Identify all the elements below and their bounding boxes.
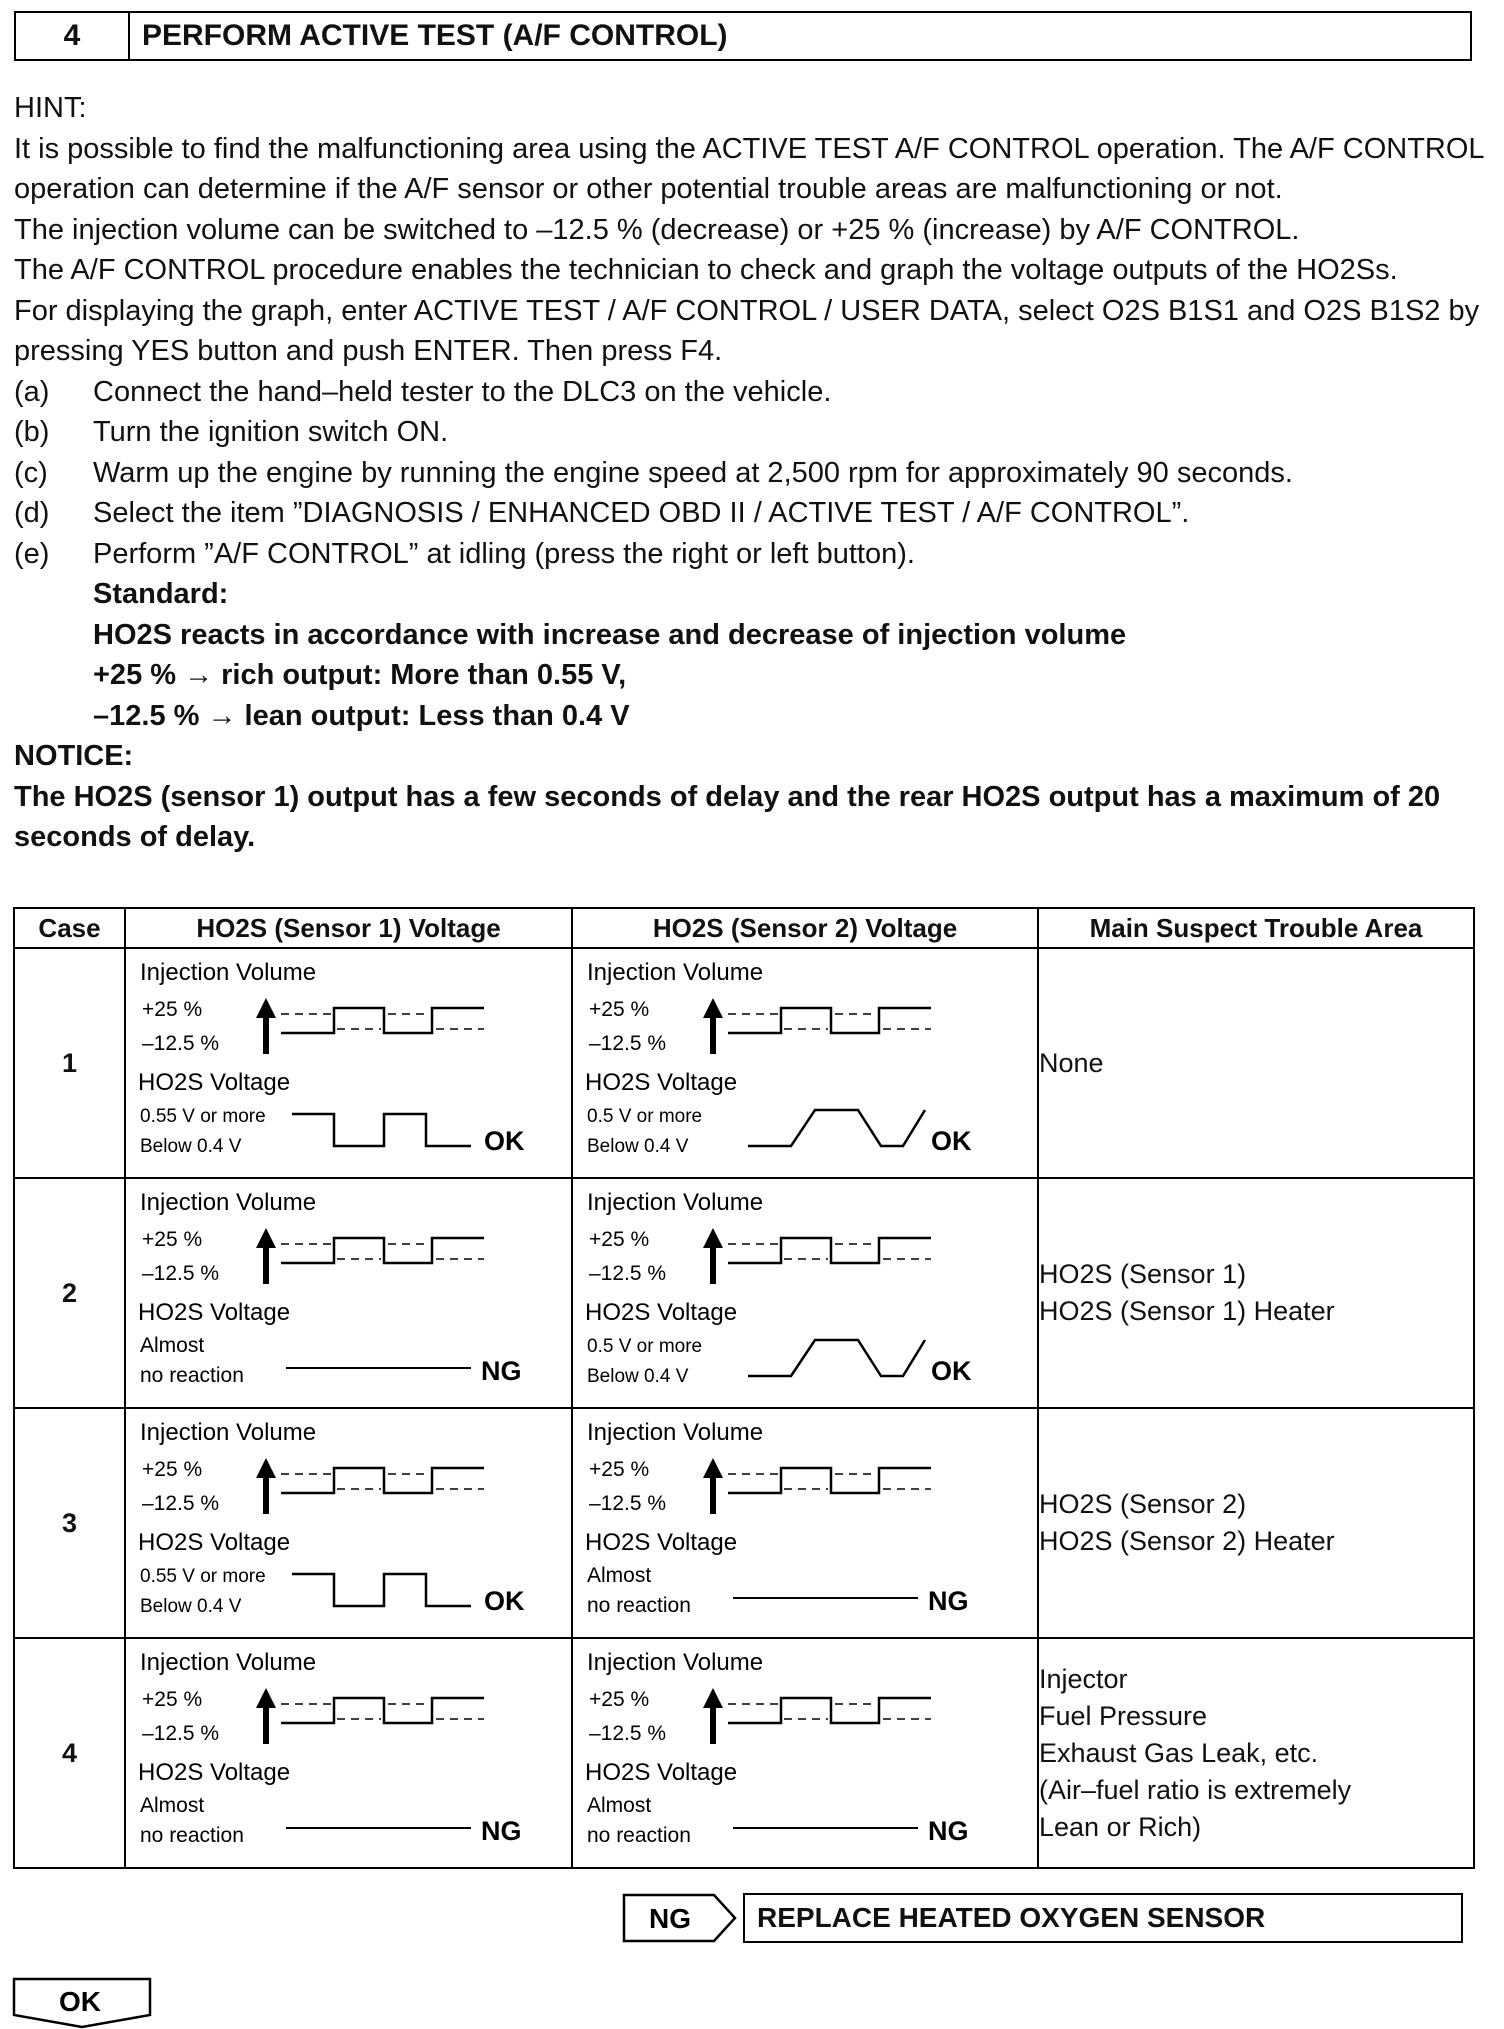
ho2s-voltage-label: HO2S Voltage — [138, 1299, 291, 1326]
waveform-diagram — [126, 1410, 573, 1636]
plus-label: +25 % — [142, 1228, 203, 1251]
low-voltage-label: Below 0.4 V — [587, 1366, 689, 1387]
almost-label: Almost — [140, 1794, 205, 1817]
replace-sensor-action: REPLACE HEATED OXYGEN SENSOR — [743, 1893, 1463, 1943]
almost-label: Almost — [140, 1334, 205, 1357]
injection-wave — [728, 1238, 931, 1263]
arrow-up-icon — [703, 1458, 723, 1514]
waveform-diagram — [573, 1410, 1039, 1636]
no-reaction-label: no reaction — [587, 1824, 691, 1847]
low-voltage-label: Below 0.4 V — [140, 1596, 242, 1617]
step-item: (d) Select the item ”DIAGNOSIS / ENHANCED OBD II / ACTIVE TEST / A/F CONTROL”. — [14, 497, 1190, 529]
table-row — [14, 948, 1474, 1178]
result-label: NG — [481, 1816, 522, 1846]
arrow-up-icon — [256, 1458, 276, 1514]
diagnosis-table — [13, 907, 1475, 1869]
injection-wave — [728, 1008, 931, 1033]
hint-paragraph-3: The A/F CONTROL procedure enables the technician to check and graph the voltage outputs of the HO2Ss. — [14, 254, 1398, 286]
column-header: HO2S (Sensor 2) Voltage — [572, 908, 1038, 948]
waveform-diagram — [126, 1180, 573, 1406]
step-header — [14, 11, 1472, 61]
trouble-line: None — [1039, 1047, 1104, 1078]
injection-volume-label: Injection Volume — [140, 1419, 317, 1446]
waveform-diagram — [573, 1640, 1039, 1866]
ng-label: NG — [649, 1903, 691, 1934]
injection-volume-label: Injection Volume — [587, 1419, 764, 1446]
minus-label: –12.5 % — [589, 1492, 667, 1515]
trouble-area — [1038, 948, 1474, 1178]
step-item: (c) Warm up the engine by running the engine speed at 2,500 rpm for approximately 90 seconds. — [14, 456, 1293, 489]
trouble-line: Lean or Rich) — [1039, 1811, 1202, 1842]
trouble-line: HO2S (Sensor 2) Heater — [1039, 1526, 1335, 1556]
trouble-line: Exhaust Gas Leak, etc. — [1039, 1737, 1319, 1768]
ok-arrow-box — [12, 1977, 154, 2029]
minus-label: –12.5 % — [589, 1032, 667, 1055]
injection-wave — [281, 1238, 484, 1263]
ng-arrow-box — [622, 1893, 737, 1943]
sensor2-chart — [572, 1178, 1038, 1408]
hint-paragraph-4: For displaying the graph, enter ACTIVE TEST / A/F CONTROL / USER DATA, select O2S B1S1 and O2S B1S2 by pressing YES button and push ENTER. Then press F4. — [14, 294, 1480, 367]
standard-line: +25 % → rich output: More than 0.55 V, — [93, 659, 627, 691]
instructions — [14, 88, 1484, 858]
plus-label: +25 % — [589, 998, 650, 1021]
arrow-up-icon — [703, 998, 723, 1054]
standard-line: –12.5 % → lean output: Less than 0.4 V — [93, 699, 630, 732]
injection-wave — [728, 1698, 931, 1723]
injection-volume-label: Injection Volume — [140, 959, 317, 986]
plus-label: +25 % — [589, 1688, 650, 1711]
minus-label: –12.5 % — [589, 1262, 667, 1285]
injection-volume-label: Injection Volume — [587, 1189, 764, 1216]
sensor1-chart — [125, 948, 572, 1178]
sensor2-chart — [572, 948, 1038, 1178]
result-label: OK — [931, 1356, 972, 1386]
injection-wave — [281, 1008, 484, 1033]
notice-text: The HO2S (sensor 1) output has a few seconds of delay and the rear HO2S output has a maximum of 20 seconds of delay. — [14, 780, 1441, 853]
plus-label: +25 % — [142, 1688, 203, 1711]
step-title: PERFORM ACTIVE TEST (A/F CONTROL) — [142, 19, 728, 52]
ho2s-voltage-label: HO2S Voltage — [138, 1069, 291, 1096]
step-item: (a) Connect the hand–held tester to the DLC3 on the vehicle. — [14, 375, 832, 408]
ng-action — [622, 1893, 1463, 1943]
injection-volume-label: Injection Volume — [140, 1649, 317, 1676]
step-number: 4 — [16, 13, 130, 59]
result-label: OK — [484, 1586, 525, 1616]
table-row — [14, 1408, 1474, 1638]
voltage-wave — [748, 1110, 925, 1146]
minus-label: –12.5 % — [142, 1722, 220, 1745]
waveform-diagram — [126, 950, 573, 1176]
minus-label: –12.5 % — [142, 1032, 220, 1055]
almost-label: Almost — [587, 1794, 652, 1817]
minus-label: –12.5 % — [142, 1492, 220, 1515]
trouble-area — [1038, 1178, 1474, 1408]
sensor1-chart — [125, 1408, 572, 1638]
trouble-line: HO2S (Sensor 1) Heater — [1039, 1296, 1335, 1326]
injection-volume-label: Injection Volume — [140, 1189, 317, 1216]
case-number: 1 — [14, 948, 125, 1178]
hint-label: HINT: — [14, 92, 87, 124]
voltage-wave — [292, 1114, 471, 1146]
minus-label: –12.5 % — [142, 1262, 220, 1285]
voltage-wave — [748, 1340, 925, 1376]
ho2s-voltage-label: HO2S Voltage — [585, 1529, 738, 1556]
trouble-line: (Air–fuel ratio is extremely — [1039, 1774, 1352, 1805]
trouble-area — [1038, 1408, 1474, 1638]
plus-label: +25 % — [142, 1458, 203, 1481]
ho2s-voltage-label: HO2S Voltage — [138, 1759, 291, 1786]
injection-volume-label: Injection Volume — [587, 1649, 764, 1676]
step-item: (e) Perform ”A/F CONTROL” at idling (press the right or left button). — [14, 537, 915, 570]
low-voltage-label: Below 0.4 V — [587, 1136, 689, 1157]
result-label: NG — [928, 1586, 969, 1616]
arrow-up-icon — [703, 1228, 723, 1284]
high-voltage-label: 0.55 V or more — [140, 1106, 266, 1127]
ho2s-voltage-label: HO2S Voltage — [138, 1529, 291, 1556]
column-header: Main Suspect Trouble Area — [1038, 908, 1474, 948]
no-reaction-label: no reaction — [140, 1364, 244, 1387]
result-label: OK — [931, 1126, 972, 1156]
waveform-diagram — [126, 1640, 573, 1866]
waveform-diagram — [573, 1180, 1039, 1406]
result-label: NG — [481, 1356, 522, 1386]
arrow-up-icon — [703, 1688, 723, 1744]
plus-label: +25 % — [589, 1228, 650, 1251]
minus-label: –12.5 % — [589, 1722, 667, 1745]
notice-label: NOTICE: — [14, 740, 134, 772]
ho2s-voltage-label: HO2S Voltage — [585, 1759, 738, 1786]
standard-line: HO2S reacts in accordance with increase and decrease of injection volume — [93, 618, 1127, 651]
arrow-up-icon — [256, 1688, 276, 1744]
trouble-line: HO2S (Sensor 1) — [1039, 1259, 1247, 1289]
trouble-line: Fuel Pressure — [1039, 1700, 1208, 1731]
case-number: 3 — [14, 1408, 125, 1638]
hint-paragraph-1: It is possible to find the malfunctioning area using the ACTIVE TEST A/F CONTROL operation. The A/F CONTROL operation can determine if the A/F sensor or other potential trouble areas are malfunctioning or not. — [14, 132, 1484, 205]
result-label: OK — [484, 1126, 525, 1156]
table-row — [14, 1178, 1474, 1408]
sensor2-chart — [572, 1638, 1038, 1868]
standard-label: Standard: — [93, 578, 229, 610]
injection-volume-label: Injection Volume — [587, 959, 764, 986]
case-number: 2 — [14, 1178, 125, 1408]
no-reaction-label: no reaction — [587, 1594, 691, 1617]
no-reaction-label: no reaction — [140, 1824, 244, 1847]
plus-label: +25 % — [142, 998, 203, 1021]
ho2s-voltage-label: HO2S Voltage — [585, 1069, 738, 1096]
injection-wave — [281, 1698, 484, 1723]
plus-label: +25 % — [589, 1458, 650, 1481]
injection-wave — [281, 1468, 484, 1493]
table-header-row — [14, 908, 1474, 948]
high-voltage-label: 0.55 V or more — [140, 1566, 266, 1587]
waveform-diagram — [573, 950, 1039, 1176]
sensor1-chart — [125, 1638, 572, 1868]
table-row — [14, 1638, 1474, 1868]
trouble-area — [1038, 1638, 1474, 1868]
voltage-wave — [292, 1574, 471, 1606]
sensor2-chart — [572, 1408, 1038, 1638]
step-item: (b) Turn the ignition switch ON. — [14, 416, 449, 448]
ok-label: OK — [59, 1986, 101, 2017]
ho2s-voltage-label: HO2S Voltage — [585, 1299, 738, 1326]
almost-label: Almost — [587, 1564, 652, 1587]
arrow-up-icon — [256, 998, 276, 1054]
column-header: Case — [14, 908, 125, 948]
trouble-line: HO2S (Sensor 2) — [1039, 1489, 1247, 1519]
trouble-line: Injector — [1039, 1663, 1128, 1694]
injection-wave — [728, 1468, 931, 1493]
column-header: HO2S (Sensor 1) Voltage — [125, 908, 572, 948]
hint-paragraph-2: The injection volume can be switched to –12.5 % (decrease) or +25 % (increase) by A/F CONTROL. — [14, 213, 1300, 246]
result-label: NG — [928, 1816, 969, 1846]
sensor1-chart — [125, 1178, 572, 1408]
arrow-up-icon — [256, 1228, 276, 1284]
case-number: 4 — [14, 1638, 125, 1868]
low-voltage-label: Below 0.4 V — [140, 1136, 242, 1157]
high-voltage-label: 0.5 V or more — [587, 1336, 703, 1357]
high-voltage-label: 0.5 V or more — [587, 1106, 703, 1127]
